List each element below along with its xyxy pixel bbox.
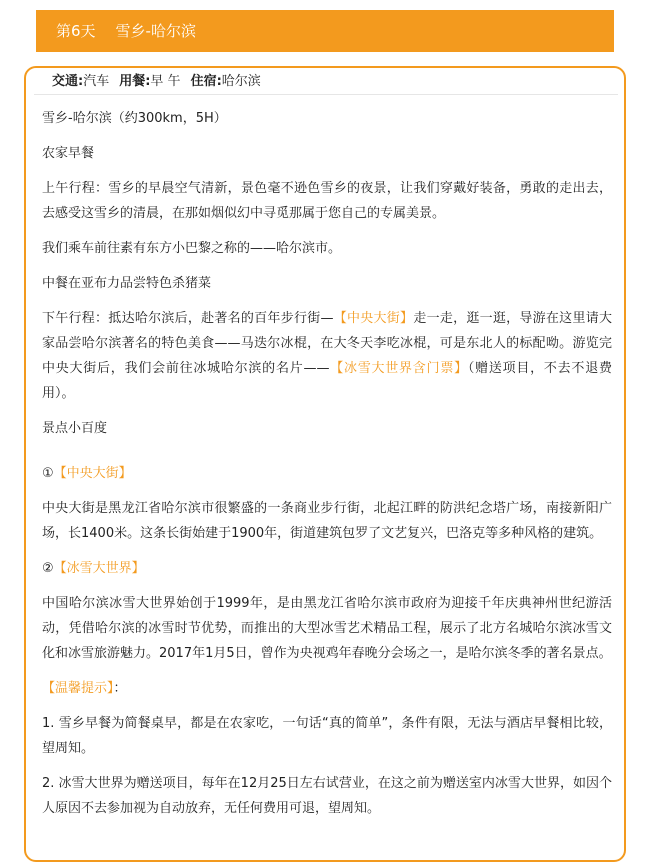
lunch-line: 中餐在亚布力品尝特色杀猪菜 <box>42 276 212 291</box>
tips-title-colon: ： <box>113 681 127 696</box>
tips-title <box>42 676 612 701</box>
spots-title: 景点小百度 <box>42 421 108 436</box>
transport-value: 汽车 <box>83 74 110 89</box>
day-header <box>36 10 614 52</box>
zhongyang-street-link: 【中央大街】 <box>333 311 414 326</box>
spot2-description: 中国哈尔滨冰雪大世界始创于1999年，是由黑龙江省哈尔滨市政府为迎接千年庆典神州世纪游活动，凭借哈尔滨的冰雪时节优势，而推出的大型冰雪艺术精品工程，展示了北方名城哈尔滨冰雪文化和冰雪旅游魅力。2017年1月5日，曾作为央视鸡年春晚分会场之一，是哈尔滨冬季的著名景点。 <box>42 596 612 661</box>
day-number: 第6天 <box>56 22 96 40</box>
spot1-name: 【中央大街】 <box>53 466 132 481</box>
hotel-label: 住宿: <box>190 74 222 89</box>
route-line: 雪乡-哈尔滨（约300km，5H） <box>42 111 227 126</box>
tip-1: 1. 雪乡早餐为简餐桌早，都是在农家吃，一句话“真的简单”，条件有限，无法与酒店早餐相比较，望周知。 <box>42 716 612 756</box>
meals-value: 早 午 <box>150 74 181 89</box>
hotel-value: 哈尔滨 <box>221 74 261 89</box>
spot1-description: 中央大街是黑龙江省哈尔滨市很繁盛的一条商业步行街，北起江畔的防洪纪念塔广场，南接新阳广场，长1400米。这条长街始建于1900年，街道建筑包罗了文艺复兴，巴洛克等多种风格的建筑。 <box>42 501 612 541</box>
spot2-number: ② <box>42 561 54 576</box>
day-route: 雪乡-哈尔滨 <box>115 22 196 40</box>
ice-world-ticket-link: 【冰雪大世界含门票】 <box>329 361 468 376</box>
afternoon-text-3: （赠送项目，不去不退费用）。 <box>42 361 612 401</box>
spot1-number: ① <box>42 466 54 481</box>
meals-label: 用餐: <box>119 74 151 89</box>
afternoon-text-1: 下午行程：抵达哈尔滨后，赴著名的百年步行街— <box>42 311 334 326</box>
morning-paragraph: 上午行程：雪乡的早晨空气清新，景色毫不逊色雪乡的夜景，让我们穿戴好装备，勇敢的走出去，去感受这雪乡的清晨，在那如烟似幻中寻觅那属于您自己的专属美景。 <box>42 181 612 221</box>
afternoon-paragraph <box>42 306 612 406</box>
meta-divider <box>34 94 618 95</box>
trip-meta <box>52 72 261 92</box>
afternoon-text-2: 走一走，逛一逛，导游在这里请大家品尝哈尔滨著名的特色美食——马迭尔冰棍，在大冬天李吃冰棍，可是东北人的标配呦。游览完中央大街后，我们会前往冰城哈尔滨的名片—— <box>42 311 612 376</box>
spot2-heading <box>42 556 612 581</box>
tips-title-text: 【温馨提示】 <box>42 681 114 696</box>
tip-2: 2. 冰雪大世界为赠送项目，每年在12月25日左右试营业，在这之前为赠送室内冰雪大世界，如因个人原因不去参加视为自动放弃，无任何费用可退，望周知。 <box>42 776 612 816</box>
spot1-heading <box>42 461 612 486</box>
transport-label: 交通: <box>52 74 84 89</box>
itinerary-content <box>42 106 612 821</box>
drive-line: 我们乘车前往素有东方小巴黎之称的——哈尔滨市。 <box>42 241 342 256</box>
spot2-name: 【冰雪大世界】 <box>53 561 145 576</box>
breakfast-line: 农家早餐 <box>42 146 95 161</box>
